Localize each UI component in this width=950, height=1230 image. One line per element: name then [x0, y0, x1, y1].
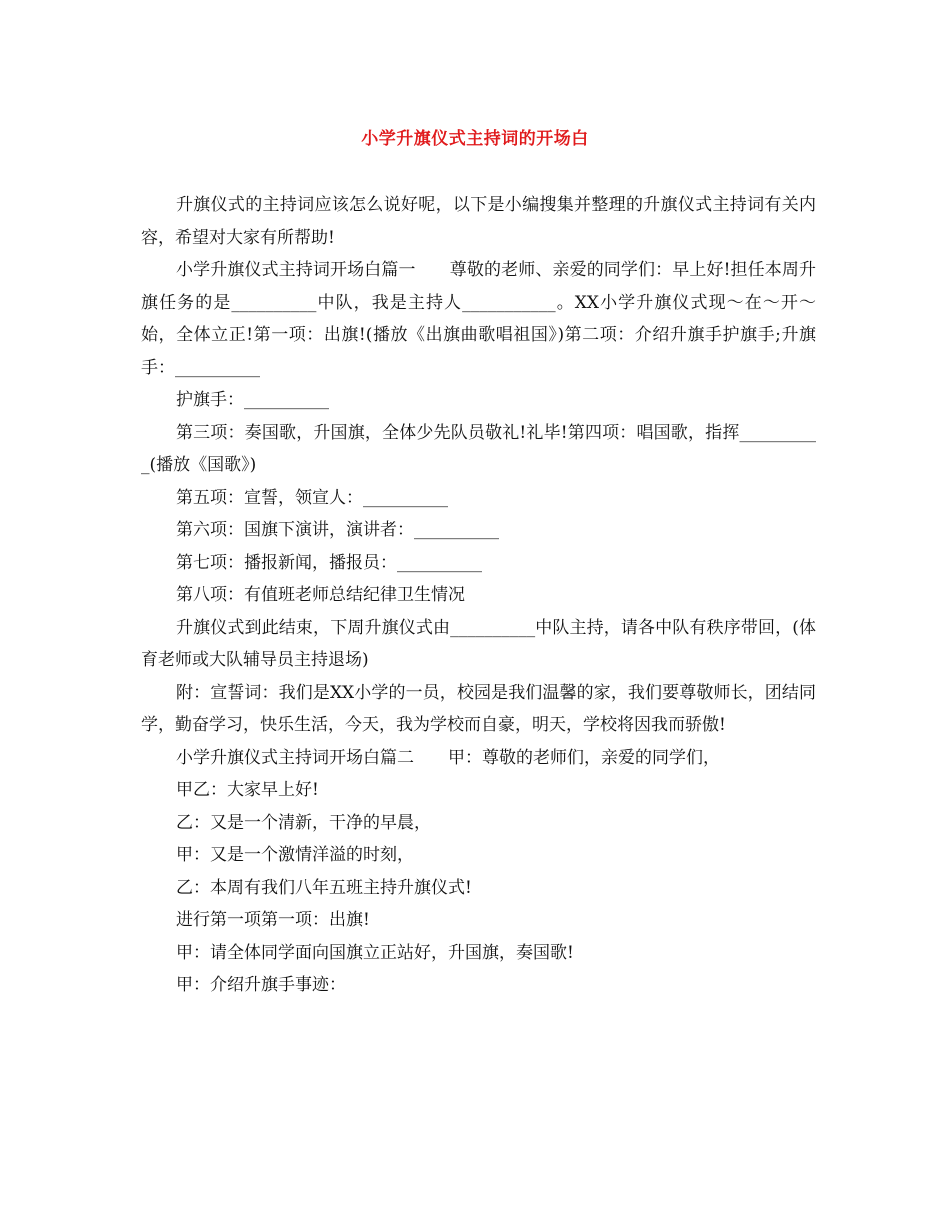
oath-paragraph: 附：宣誓词：我们是XX小学的一员，校园是我们温馨的家，我们要尊敬师长，团结同学，勤奋学习，快乐生活，今天，我为学校而自豪，明天，学校将因我而骄傲!: [141, 682, 816, 735]
closing-paragraph: 升旗仪式到此结束，下周升旗仪式由__________中队主持，请各中队有秩序带回，(体育老师或大队辅导员主持退场): [141, 617, 816, 670]
section-two-paragraph: 小学升旗仪式主持词开场白篇二 甲：尊敬的老师们，亲爱的同学们，: [176, 747, 720, 768]
step-six-line: 第六项：国旗下演讲，演讲者：__________: [176, 520, 499, 540]
document-body: [141, 189, 816, 1002]
step-seven-line: 第七项：播报新闻，播报员：__________: [176, 552, 482, 573]
flag-guard-line: 护旗手：__________: [176, 390, 329, 410]
document-title: 小学升旗仪式主持词的开场白: [361, 129, 589, 149]
dialogue-line: 甲乙：大家早上好!: [176, 780, 319, 800]
section-one-paragraph: 小学升旗仪式主持词开场白篇一 尊敬的老师、亲爱的同学们：早上好!担任本周升旗任务的是__________中队，我是主持人___________。XX小学升旗仪式现～在～开～始，全体立正!第一项：出旗!(播放《出旗曲歌唱祖国》)第二项：介绍升旗手护旗手;升旗手：__________: [141, 260, 816, 378]
step-five-line: 第五项：宣誓，领宣人：__________: [176, 487, 448, 508]
step-eight-line: 第八项：有值班老师总结纪律卫生情况: [176, 585, 465, 605]
intro-paragraph: 升旗仪式的主持词应该怎么说好呢，以下是小编搜集并整理的升旗仪式主持词有关内容，希望对大家有所帮助!: [141, 195, 816, 248]
dialogue-line: 乙：又是一个清新，干净的早晨，: [176, 812, 431, 833]
dialogue-line: 进行第一项第一项：出旗!: [176, 910, 370, 930]
dialogue-line: 乙：本周有我们八年五班主持升旗仪式!: [176, 877, 472, 898]
dialogue-line: 甲：介绍升旗手事迹：: [176, 975, 346, 995]
dialogue-line: 甲：请全体同学面向国旗立正站好，升国旗，奏国歌!: [176, 942, 574, 963]
step-three-four-paragraph: 第三项：奏国歌，升国旗，全体少先队员敬礼!礼毕!第四项：唱国歌，指挥__________(播放《国歌》): [141, 422, 816, 475]
dialogue-line: 甲：又是一个激情洋溢的时刻，: [176, 845, 414, 865]
